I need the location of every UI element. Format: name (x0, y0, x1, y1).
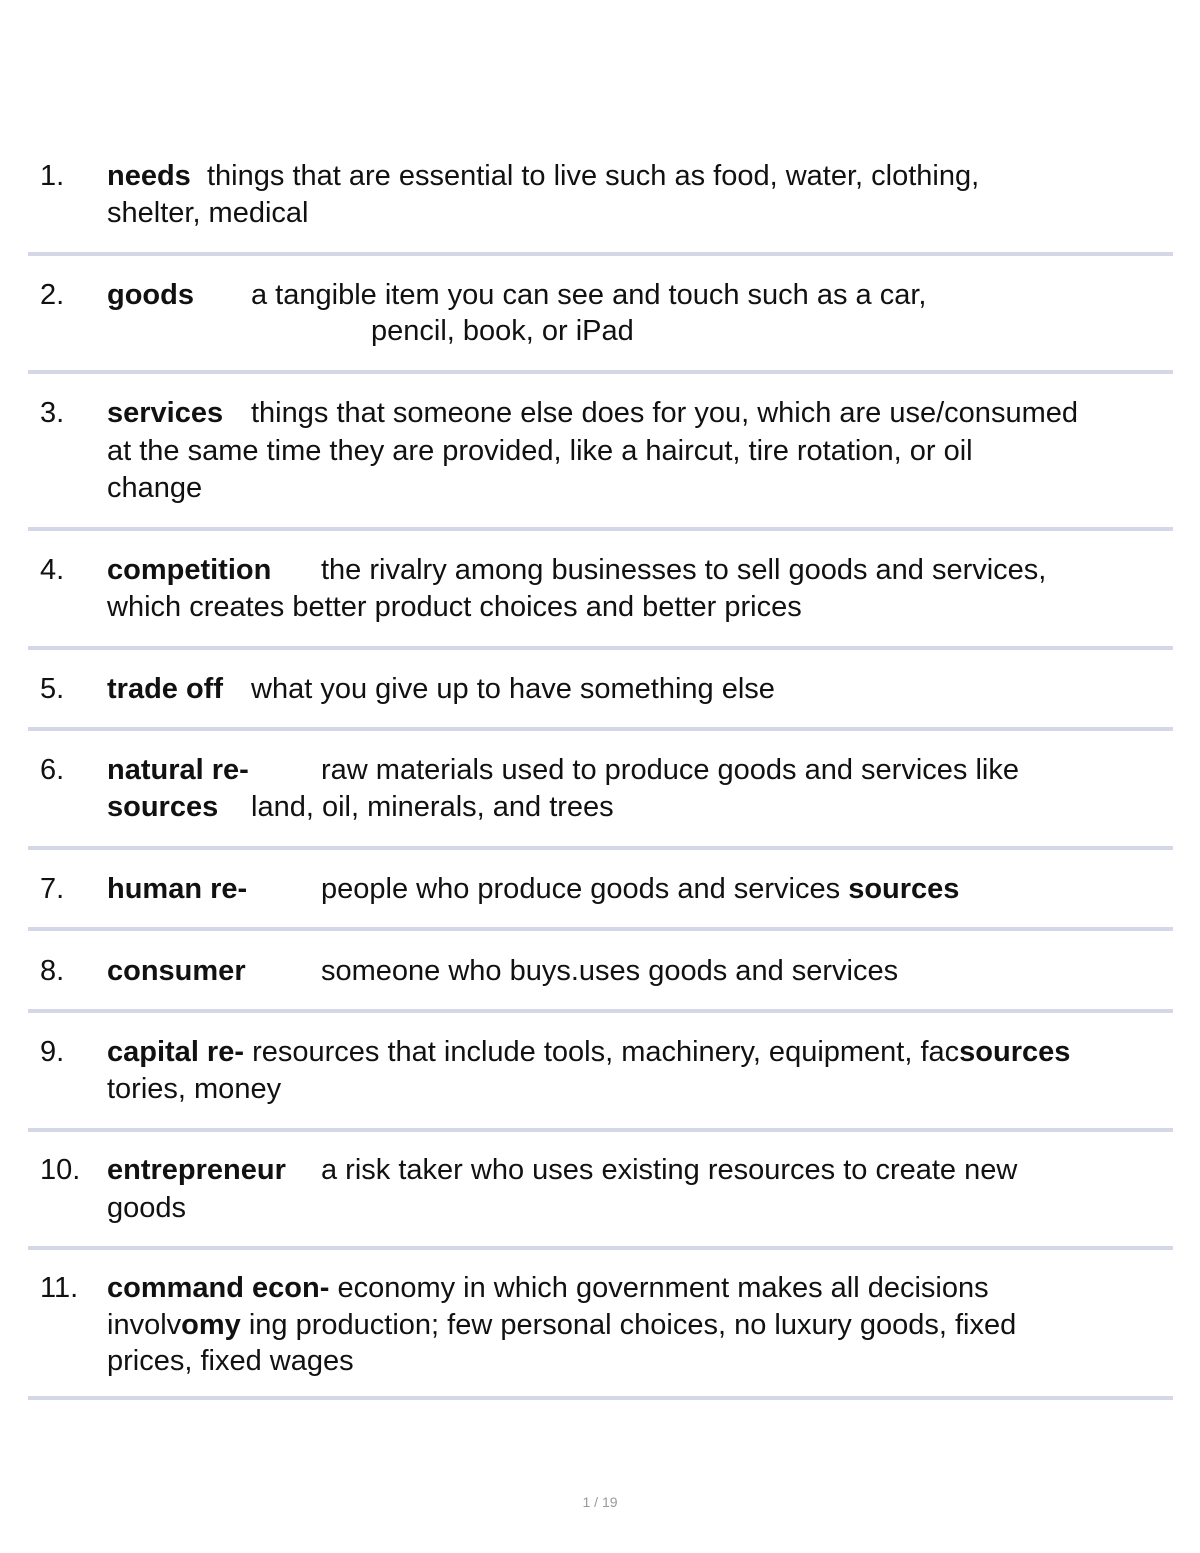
entry-number: 3. (40, 397, 65, 429)
entry-definition: at the same time they are provided, like a haircut, tire rotation, or oil (107, 435, 973, 467)
entry-definition: goods (107, 1192, 187, 1224)
entry-term-continued: omy (181, 1309, 241, 1341)
entry-definition: shelter, medical (107, 197, 309, 229)
entry-first-line (107, 1034, 1070, 1071)
entry-number: 6. (40, 754, 65, 786)
entry-number: 2. (40, 279, 65, 311)
entry-definition: someone who buys.uses goods and services (321, 955, 899, 987)
entry-definition: what you give up to have something else (251, 673, 775, 705)
entry-definition: which creates better product choices and better prices (107, 591, 802, 623)
entry-definition: the rivalry among businesses to sell goods and services, (321, 554, 1047, 586)
divider (28, 1128, 1173, 1132)
entry-term: services (107, 397, 224, 429)
entry-definition: involv (107, 1309, 182, 1341)
entry-number: 10. (40, 1154, 81, 1186)
entry-first-line (107, 1270, 989, 1307)
entry-term: goods (107, 279, 194, 311)
entry-definition-text: people who produce goods and services (321, 873, 841, 905)
entry-definition: ing production; few personal choices, no luxury goods, fixed (248, 1309, 1017, 1341)
entry-definition: raw materials used to produce goods and services like (321, 754, 1019, 786)
entry-definition: land, oil, minerals, and trees (251, 791, 614, 823)
entry-definition: a risk taker who uses existing resources to create new (321, 1154, 1018, 1186)
entry-second-line (107, 1307, 1016, 1344)
entry-term: command econ- (107, 1272, 330, 1304)
entry-term-continued: sources (959, 1036, 1071, 1068)
divider (28, 527, 1173, 531)
entry-number: 1. (40, 160, 65, 192)
entry-term: needs (107, 160, 191, 192)
divider (28, 846, 1173, 850)
entry-definition: things that are essential to live such as food, water, clothing, (207, 160, 980, 192)
entry-definition: prices, fixed wages (107, 1345, 354, 1377)
entry-definition (321, 871, 959, 908)
entry-term: trade off (107, 673, 223, 705)
entry-term-continued: sources (107, 791, 219, 823)
entry-term: natural re- (107, 754, 249, 786)
entry-definition: change (107, 472, 203, 504)
entry-term: entrepreneur (107, 1154, 286, 1186)
entry-definition: a tangible item you can see and touch such as a car, (251, 279, 927, 311)
divider (28, 646, 1173, 650)
entry-term-continued: sources (848, 873, 960, 905)
entry-number: 5. (40, 673, 65, 705)
entry-term: consumer (107, 955, 246, 987)
entry-definition: tories, money (107, 1073, 282, 1105)
entry-term: capital re- (107, 1036, 244, 1068)
entry-number: 11. (40, 1272, 79, 1304)
entry-number: 4. (40, 554, 65, 586)
page-indicator: 1 / 19 (582, 1494, 618, 1510)
divider (28, 1009, 1173, 1013)
entry-definition: pencil, book, or iPad (371, 315, 634, 347)
entry-term: human re- (107, 873, 248, 905)
entry-number: 8. (40, 955, 65, 987)
divider (28, 727, 1173, 731)
entry-number: 7. (40, 873, 65, 905)
entry-term: competition (107, 554, 272, 586)
entry-number: 9. (40, 1036, 65, 1068)
divider (28, 927, 1173, 931)
entry-definition: things that someone else does for you, which are use/consumed (251, 397, 1078, 429)
divider (28, 1396, 1173, 1400)
divider (28, 370, 1173, 374)
entry-definition: economy in which government makes all decisions (337, 1272, 989, 1304)
divider (28, 1246, 1173, 1250)
divider (28, 252, 1173, 256)
entry-definition: resources that include tools, machinery, equipment, fac (252, 1036, 960, 1068)
